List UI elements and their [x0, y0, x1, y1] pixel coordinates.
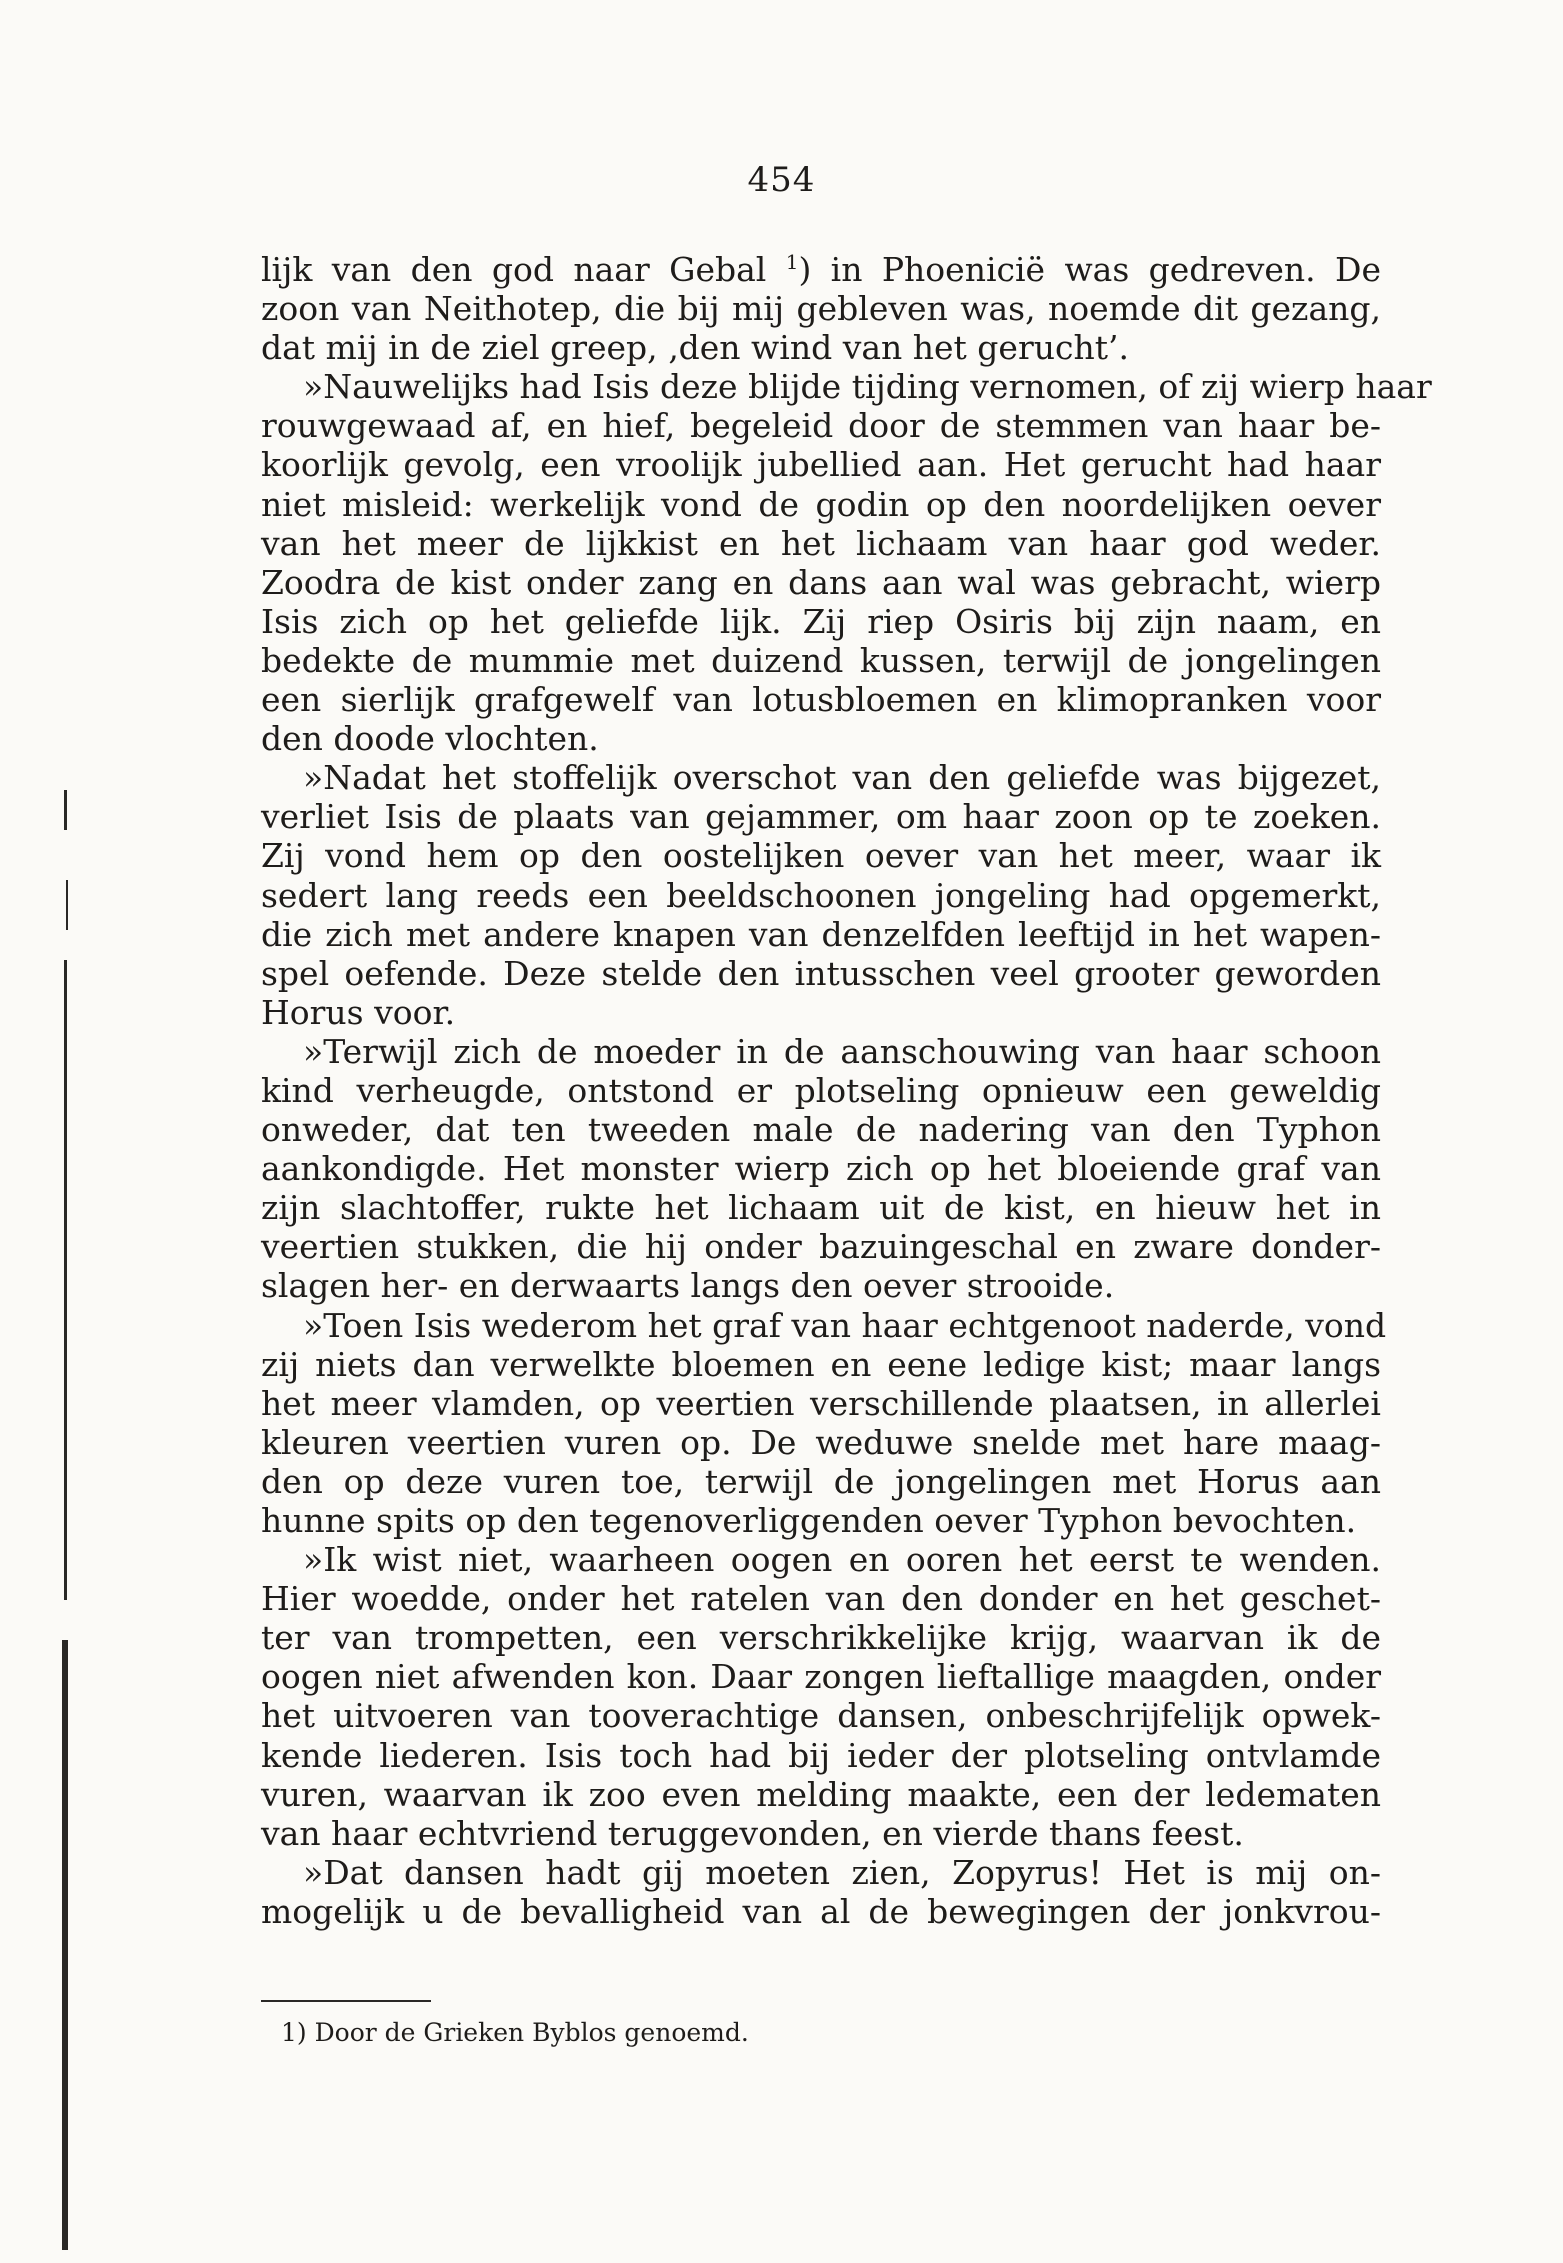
text-line: »Terwijl zich de moeder in de aanschouwing van haar schoon [303, 1031, 1381, 1071]
text-line: van het meer de lijkkist en het lichaam van haar god weder. [261, 523, 1381, 563]
text-line: sedert lang reeds een beeldschoonen jongeling had opgemerkt, [261, 875, 1381, 915]
text-line: verliet Isis de plaats van gejammer, om haar zoon op te zoeken. [261, 797, 1381, 837]
text-line: Zij vond hem op den oostelijken oever van het meer, waar ik [261, 836, 1381, 876]
text-line: veertien stukken, die hij onder bazuingeschal en zware donder- [261, 1227, 1381, 1267]
text-line: dat mij in de ziel greep, ‚den wind van het gerucht’. [261, 328, 1129, 368]
text-line: ter van trompetten, een verschrikkelijke krijg, waarvan ik de [261, 1618, 1381, 1658]
text-line: »Ik wist niet, waarheen oogen en ooren het eerst te wenden. [303, 1540, 1381, 1580]
text-line: »Toen Isis wederom het graf van haar echtgenoot naderde, vond [303, 1305, 1387, 1345]
text-line: lijk van den god naar Gebal $^1$) in Phoenicië was gedreven. De [261, 250, 1381, 289]
scan-edge-mark [66, 880, 68, 930]
text-line: Hier woedde, onder het ratelen van den donder en het geschet- [261, 1579, 1381, 1619]
text-line: zoon van Neithotep, die bij mij gebleven was, noemde dit gezang, [261, 289, 1381, 329]
page-number: 454 [747, 160, 816, 200]
text-line: vuren, waarvan ik zoo even melding maakte, een der ledematen [261, 1774, 1381, 1814]
text-line: het meer vlamden, op veertien verschillende plaatsen, in allerlei [261, 1383, 1381, 1423]
text-line: die zich met andere knapen van denzelfden leeftijd in het wapen- [261, 914, 1381, 954]
scan-edge-mark [64, 790, 67, 830]
text-line: onweder, dat ten tweeden male de nadering van den Typhon [261, 1110, 1381, 1150]
text-line: oogen niet afwenden kon. Daar zongen lieftallige maagden, onder [261, 1657, 1381, 1697]
text-line: den doode vlochten. [261, 719, 599, 759]
scan-edge-mark [64, 960, 67, 1600]
text-line: rouwgewaad af, en hief, begeleid door de stemmen van haar be- [261, 406, 1381, 446]
text-line: kleuren veertien vuren op. De weduwe snelde met hare maag- [261, 1422, 1381, 1462]
text-line: kind verheugde, ontstond er plotseling opnieuw een geweldig [261, 1070, 1381, 1110]
text-line: Zoodra de kist onder zang en dans aan wal was gebracht, wierp [261, 562, 1381, 602]
text-line: koorlijk gevolg, een vroolijk jubellied aan. Het gerucht had haar [261, 445, 1381, 485]
text-line: »Nauwelijks had Isis deze blijde tijding vernomen, of zij wierp haar [303, 367, 1432, 407]
text-line: bedekte de mummie met duizend kussen, terwijl de jongelingen [261, 640, 1381, 680]
text-line: aankondigde. Het monster wierp zich op het bloeiende graf van [261, 1149, 1381, 1189]
footnote: 1) Door de Grieken Byblos genoemd. [281, 2018, 749, 2047]
text-line: het uitvoeren van tooverachtige dansen, onbeschrijfelijk opwek- [261, 1696, 1381, 1736]
text-line: Isis zich op het geliefde lijk. Zij riep Osiris bij zijn naam, en [261, 601, 1381, 641]
body-text [261, 250, 1432, 1931]
text-line: zij niets dan verwelkte bloemen en eene ledige kist; maar langs [261, 1344, 1381, 1384]
text-line: hunne spits op den tegenoverliggenden oever Typhon bevochten. [261, 1501, 1357, 1540]
text-line: kende liederen. Isis toch had bij ieder der plotseling ontvlamde [261, 1735, 1381, 1775]
text-line: »Nadat het stoffelijk overschot van den geliefde was bijgezet, [303, 758, 1381, 798]
text-line: spel oefende. Deze stelde den intusschen veel grooter geworden [261, 953, 1381, 993]
text-line: Horus voor. [261, 992, 456, 1032]
text-line: »Dat dansen hadt gij moeten zien, Zopyrus! Het is mij on- [303, 1852, 1381, 1892]
text-line: slagen her- en derwaarts langs den oever strooide. [261, 1266, 1115, 1306]
text-line: den op deze vuren toe, terwijl de jongelingen met Horus aan [261, 1461, 1381, 1501]
text-line: mogelijk u de bevalligheid van al de bewegingen der jonkvrou- [261, 1891, 1381, 1931]
footnote-ref: 1 [785, 250, 799, 274]
footnote-rule [261, 2000, 431, 2002]
scan-edge-mark [62, 1640, 68, 2250]
text-line: zijn slachtoffer, rukte het lichaam uit de kist, en hieuw het in [261, 1188, 1381, 1228]
text-line: van haar echtvriend teruggevonden, en vierde thans feest. [261, 1813, 1244, 1853]
text-line: niet misleid: werkelijk vond de godin op den noordelijken oever [261, 484, 1381, 524]
text-line: een sierlijk grafgewelf van lotusbloemen en klimopranken voor [261, 680, 1381, 720]
